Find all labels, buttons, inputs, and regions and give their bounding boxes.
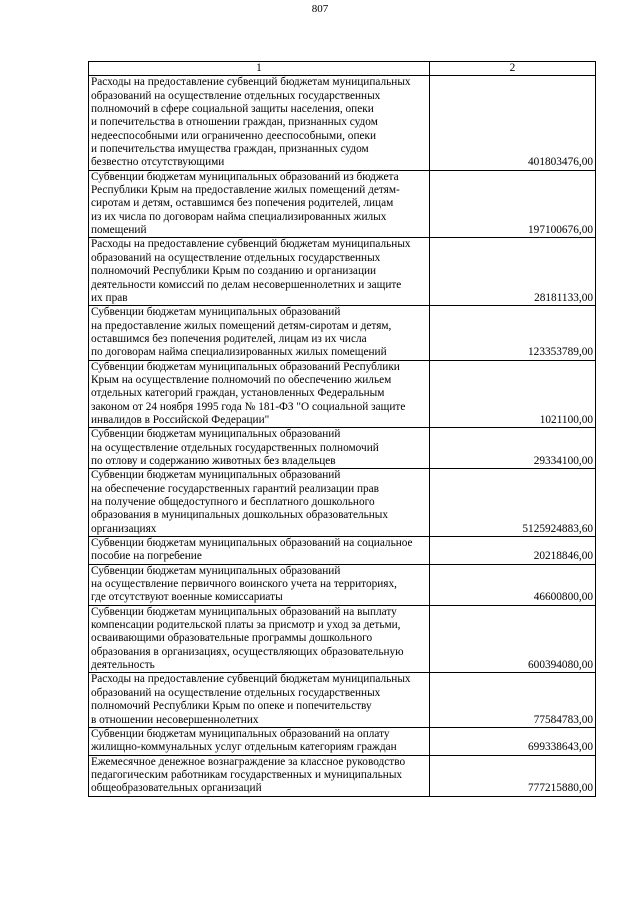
row-amount: 123353789,00 — [430, 306, 596, 360]
row-description: Субвенции бюджетам муниципальных образований на осуществление отдельных государственных полномочий по отлову и содержанию животных без владельцев — [89, 428, 430, 469]
row-amount: 699338643,00 — [430, 727, 596, 755]
row-description: Субвенции бюджетам муниципальных образований Республики Крым на осуществление полномочий по обеспечению жильем отдельных категорий граждан, установленных Федеральным законом от 24 ноября 1995 года № 181-ФЗ "О социальной защите инвалидов в Российской Федерации" — [89, 360, 430, 428]
row-amount: 46600800,00 — [430, 564, 596, 605]
table-row — [89, 428, 596, 469]
table-row — [89, 673, 596, 727]
row-description: Ежемесячное денежное вознаграждение за классное руководство педагогическим работникам государственных и муниципальных общеобразовательных организаций — [89, 755, 430, 796]
row-description: Субвенции бюджетам муниципальных образований на осуществление первичного воинского учета на территориях, где отсутствуют военные комиссариаты — [89, 564, 430, 605]
row-amount: 5125924883,60 — [430, 469, 596, 537]
row-description: Расходы на предоставление субвенций бюджетам муниципальных образований на осуществление отдельных государственных полномочий в сфере социальной защиты населения, опеки и попечительства в отношении граждан, признанных судом недееспособными или ограниченно дееспособными, опеки и попечительства имущества граждан, признанных судом безвестно отсутствующими — [89, 76, 430, 170]
table-row — [89, 727, 596, 755]
table-row — [89, 170, 596, 238]
row-amount: 777215880,00 — [430, 755, 596, 796]
table-row — [89, 469, 596, 537]
table-row — [89, 238, 596, 306]
page-number: 807 — [311, 3, 329, 15]
column-header-1: 1 — [89, 62, 430, 76]
row-description: Субвенции бюджетам муниципальных образований на предоставление жилых помещений детям-сиротам и детям, оставшимся без попечения родителей, лицам из их числа по договорам найма специализированных жилых помещений — [89, 306, 430, 360]
table-row — [89, 537, 596, 565]
row-amount: 600394080,00 — [430, 605, 596, 673]
row-amount: 77584783,00 — [430, 673, 596, 727]
row-description: Расходы на предоставление субвенций бюджетам муниципальных образований на осуществление отдельных государственных полномочий Республики Крым по опеке и попечительству в отношении несовершеннолетних — [89, 673, 430, 727]
row-description: Субвенции бюджетам муниципальных образований на оплату жилищно-коммунальных услуг отдельным категориям граждан — [89, 727, 430, 755]
row-amount: 401803476,00 — [430, 76, 596, 170]
column-header-2: 2 — [430, 62, 596, 76]
row-amount: 197100676,00 — [430, 170, 596, 238]
row-description: Субвенции бюджетам муниципальных образований на обеспечение государственных гарантий реализации прав на получение общедоступного и бесплатного дошкольного образования в муниципальных дошкольных образовательных организациях — [89, 469, 430, 537]
row-amount: 29334100,00 — [430, 428, 596, 469]
table-row — [89, 360, 596, 428]
table-row — [89, 605, 596, 673]
row-description: Субвенции бюджетам муниципальных образований на выплату компенсации родительской платы за присмотр и уход за детьми, осваивающими образовательные программы дошкольного образования в организациях, осуществляющих образовательную деятельность — [89, 605, 430, 673]
row-description: Расходы на предоставление субвенций бюджетам муниципальных образований на осуществление отдельных государственных полномочий Республики Крым по созданию и организации деятельности комиссий по делам несовершеннолетних и защите их прав — [89, 238, 430, 306]
table-row — [89, 306, 596, 360]
table-row — [89, 564, 596, 605]
row-amount: 28181133,00 — [430, 238, 596, 306]
budget-table — [88, 61, 596, 797]
row-amount: 20218846,00 — [430, 537, 596, 565]
table-header-row — [89, 62, 596, 76]
row-description: Субвенции бюджетам муниципальных образований из бюджета Республики Крым на предоставление жилых помещений детям- сиротам и детям, оставшимся без попечения родителей, лицам из их числа по договорам найма специализированных жилых помещений — [89, 170, 430, 238]
table-row — [89, 755, 596, 796]
row-amount: 1021100,00 — [430, 360, 596, 428]
table-row — [89, 76, 596, 170]
row-description: Субвенции бюджетам муниципальных образований на социальное пособие на погребение — [89, 537, 430, 565]
